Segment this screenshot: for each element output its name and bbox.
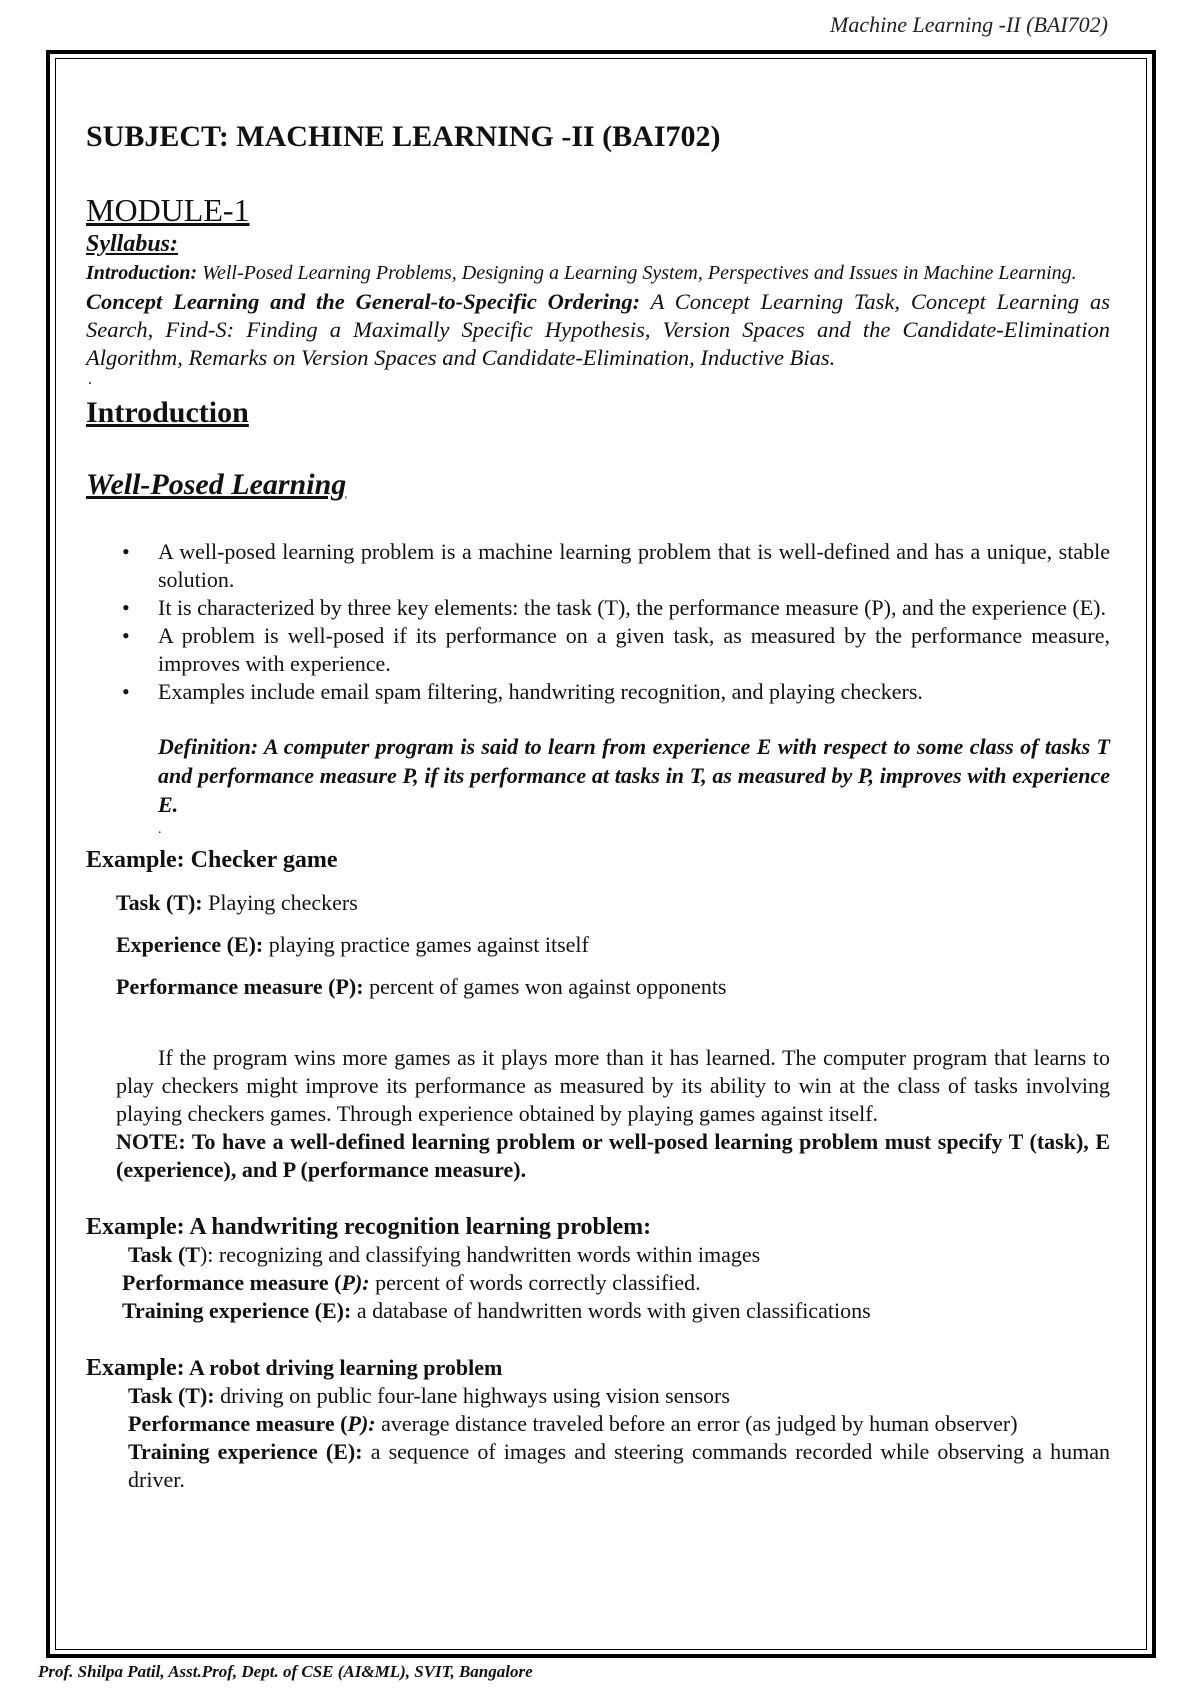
syllabus-trailing-dot: . bbox=[88, 371, 92, 388]
definition-text: Definition: A computer program is said to learn from experience E with respect to some class of tasks T and performance measure P, if its performance at tasks in T, as measured by P, improves with experience E. bbox=[158, 734, 1110, 817]
list-item: • Examples include email spam filtering, handwriting recognition, and playing checkers. bbox=[122, 679, 923, 704]
syllabus-intro-text: Well-Posed Learning Problems, Designing a Learning System, Perspectives and Issues in Machine Learning. bbox=[197, 262, 1077, 284]
checker-experience-row: Experience (E): playing practice games against itself bbox=[116, 932, 589, 957]
well-posed-heading: Well-Posed Learning bbox=[86, 468, 347, 501]
module-title: MODULE-1 bbox=[86, 192, 250, 228]
definition-dot: . bbox=[158, 822, 162, 837]
page-content bbox=[86, 120, 1110, 1494]
bullet-icon: • bbox=[122, 539, 130, 564]
page-footer: Prof. Shilpa Patil, Asst.Prof, Dept. of CSE (AI&ML), SVIT, Bangalore bbox=[38, 1662, 533, 1681]
robot-example-heading: Example: A robot driving learning problem bbox=[86, 1355, 503, 1381]
list-item: • A problem is well-posed if its performance on a given task, as measured by the performance measure, improves with experience. bbox=[122, 623, 1110, 676]
robot-elements bbox=[128, 1382, 1110, 1494]
list-item: • It is characterized by three key elements: the task (T), the performance measure (P), and the experience (E). bbox=[122, 595, 1106, 620]
bullet-icon: • bbox=[122, 595, 130, 620]
checker-paragraph: If the program wins more games as it plays more than it has learned. The computer program that learns to play checkers might improve its performance as measured by its ability to win at the class of tasks involving playing checkers games. Through experience obtained by playing games against itself. bbox=[116, 1045, 1110, 1126]
list-item: • A well-posed learning problem is a machine learning problem that is well-defined and has a unique, stable solution. bbox=[122, 539, 1110, 592]
running-header: Machine Learning -II (BAI702) bbox=[830, 12, 1108, 37]
robot-training-row: Training experience (E): a sequence of images and steering commands recorded while observing a human driver. bbox=[128, 1439, 1111, 1492]
handwriting-performance-row: Performance measure (P): percent of words correctly classified. bbox=[122, 1270, 701, 1295]
handwriting-task-row: Task (T): recognizing and classifying handwritten words within images bbox=[128, 1242, 761, 1267]
syllabus-introduction bbox=[86, 260, 1110, 286]
syllabus-intro-label: Introduction: bbox=[86, 262, 198, 284]
checker-note: NOTE: To have a well-defined learning problem or well-posed learning problem must specify T (task), E (experience), and P (performance measure). bbox=[116, 1129, 1110, 1182]
robot-performance-row: Performance measure (P): average distance traveled before an error (as judged by human observer) bbox=[128, 1411, 1018, 1436]
bullet-icon: • bbox=[122, 623, 130, 648]
syllabus-concept-text: A Concept Learning Task, Concept Learning as Search, Find-S: Finding a Maximally Specific Hypothesis, Version Spaces and the Candidate-Elimination Algorithm, Remarks on Version Spaces and Candidate-Elimination, Inductive Bias. bbox=[86, 289, 1111, 370]
syllabus-concept-learning bbox=[86, 288, 1110, 372]
checker-performance-row: Performance measure (P): percent of games won against opponents bbox=[116, 974, 727, 999]
well-posed-bullet-list bbox=[86, 538, 1110, 706]
syllabus-label: Syllabus: bbox=[86, 231, 179, 257]
bullet-icon: • bbox=[122, 679, 130, 704]
subject-title: SUBJECT: MACHINE LEARNING -II (BAI702) bbox=[86, 120, 721, 153]
checker-elements bbox=[116, 890, 1110, 1000]
introduction-heading: Introduction bbox=[86, 396, 249, 429]
syllabus-concept-label: Concept Learning and the General-to-Specific Ordering: bbox=[86, 289, 641, 314]
robot-task-row: Task (T): driving on public four-lane highways using vision sensors bbox=[128, 1383, 730, 1408]
checker-example-heading: Example: Checker game bbox=[86, 847, 338, 873]
handwriting-elements bbox=[86, 1241, 1110, 1325]
checker-task-row: Task (T): Playing checkers bbox=[116, 890, 358, 915]
handwriting-example-heading: Example: A handwriting recognition learning problem: bbox=[86, 1214, 652, 1240]
handwriting-training-row: Training experience (E): a database of handwritten words with given classifications bbox=[122, 1298, 871, 1323]
